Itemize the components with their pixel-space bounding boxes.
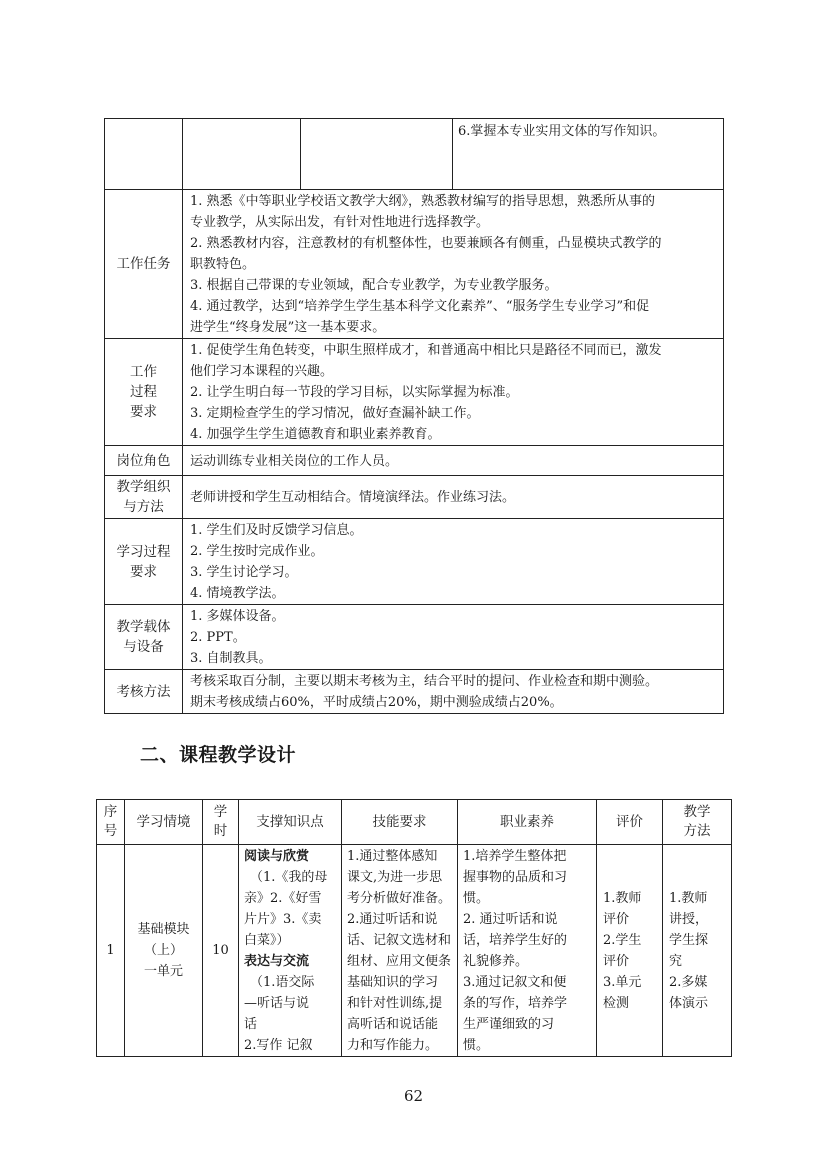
row-label: 考核方法 <box>105 670 183 714</box>
cell-line: 学生探 <box>669 932 709 948</box>
empty-cell <box>301 119 453 190</box>
cell-line: 高听话和说话能 <box>347 1017 439 1032</box>
row-content <box>183 339 724 446</box>
cell-line: —听话与说 <box>244 996 310 1011</box>
cell-line: 基础模块 <box>137 922 190 937</box>
header-text: 学 <box>213 804 228 820</box>
row-content <box>183 476 724 519</box>
row-label: 工作任务 <box>105 190 183 339</box>
label-line: 学习过程 <box>116 543 171 560</box>
cell-line: 2.写作 记叙 <box>244 1038 313 1053</box>
header-text: 时 <box>213 823 228 839</box>
seq-cell: 1 <box>97 845 125 1057</box>
cell-line: 3.通过记叙文和便 <box>463 975 567 990</box>
header-literacy: 职业素养 <box>458 800 597 845</box>
content-line: 考核采取百分制，主要以期末考核为主，结合平时的提问、作业检查和期中测验。 <box>190 674 659 689</box>
content-line: 3. 定期检查学生的学习情况，做好查漏补缺工作。 <box>190 406 480 421</box>
cell-line: 握事物的品质和习 <box>463 870 568 885</box>
cell-line: 话 <box>244 1017 258 1032</box>
label-line: 过程 <box>130 384 157 400</box>
header-text: 方法 <box>683 823 711 839</box>
content-line: 他们学习本课程的兴趣。 <box>190 364 334 379</box>
cell-line: 亲》2.《好雪 <box>244 891 322 906</box>
content-line: 1. 熟悉《中等职业学校语文教学大纲》，熟悉教材编写的指导思想，熟悉所从事的 <box>190 194 656 209</box>
row-content <box>183 190 724 339</box>
row-content <box>183 446 724 476</box>
cell-line: 一单元 <box>143 964 183 979</box>
label-line: 工作 <box>130 364 157 380</box>
row-content <box>183 605 724 670</box>
literacy-cell <box>458 845 597 1057</box>
content-line: 2. 学生按时完成作业。 <box>190 544 324 559</box>
cell-line: 评价 <box>603 911 630 927</box>
content-line: 专业教学，从实际出发，有针对性地进行选择教学。 <box>190 215 490 230</box>
header-hours <box>203 800 239 845</box>
cell-line: 1.培养学生整体把 <box>463 849 567 864</box>
cell-line: 礼貌修养。 <box>463 954 529 969</box>
content-line: 2. PPT。 <box>190 630 246 645</box>
knowledge-heading: 阅读与欣赏 <box>244 849 310 864</box>
cell-line: 组材、应用文便条 <box>347 954 452 969</box>
work-task-row <box>105 190 724 339</box>
row-content <box>183 670 724 714</box>
assessment-row <box>105 670 724 714</box>
situation-cell <box>125 845 203 1057</box>
cell-line: 考分析做好准备。 <box>347 891 452 906</box>
header-seq <box>97 800 125 845</box>
knowledge-heading: 表达与交流 <box>244 954 310 969</box>
cell-line: （1.语交际 <box>250 975 315 990</box>
method-cell <box>663 845 732 1057</box>
content-line: 期末考核成绩占60%，平时成绩占20%，期中测验成绩占20%。 <box>190 695 563 710</box>
header-text: 序 <box>103 804 118 820</box>
cell-line: 检测 <box>603 995 630 1011</box>
label-line: 教学载体 <box>116 619 171 635</box>
objectives-row <box>105 119 724 190</box>
row-label <box>105 339 183 446</box>
content-line: 2. 熟悉教材内容，注意教材的有机整体性，也要兼顾各有侧重，凸显模块式教学的 <box>190 236 662 251</box>
header-method <box>663 800 732 845</box>
cell-line: 课文,为进一步思 <box>347 870 443 885</box>
header-text: 教学 <box>683 804 711 820</box>
cell-line: 惯。 <box>463 891 490 906</box>
content-line: 2. 让学生明白每一节段的学习目标，以实际掌握为标准。 <box>190 385 519 400</box>
cell-line: 2.学生 <box>603 932 642 948</box>
cell-line: 话，培养学生好的 <box>463 933 568 948</box>
learning-process-row <box>105 519 724 605</box>
cell-line: 生严谨细致的习 <box>463 1017 555 1032</box>
row-content <box>183 519 724 605</box>
header-row <box>97 800 732 845</box>
row-label <box>105 605 183 670</box>
hours-cell: 10 <box>203 845 239 1057</box>
cell-line: 惯。 <box>463 1038 490 1053</box>
row-label <box>105 519 183 605</box>
empty-cell <box>105 119 183 190</box>
organization-row <box>105 476 724 519</box>
cell-line: 体演示 <box>669 995 709 1011</box>
header-text: 号 <box>103 823 118 839</box>
evaluation-cell <box>597 845 663 1057</box>
row-label: 岗位角色 <box>105 446 183 476</box>
skills-cell <box>342 845 458 1057</box>
content-line: 1. 多媒体设备。 <box>190 609 285 624</box>
cell-line: 2.通过听话和说 <box>347 912 438 927</box>
course-info-table <box>104 118 724 714</box>
content-line: 3. 学生讨论学习。 <box>190 565 298 580</box>
content-line: 1. 促使学生角色转变，中职生照样成才，和普通高中相比只是路径不同而已，激发 <box>190 343 662 358</box>
cell-line: 究 <box>669 953 683 969</box>
content-line: 4. 通过教学，达到“培养学生学生基本科学文化素养”、“服务学生专业学习”和促 <box>190 299 650 314</box>
cell-line: 和针对性训练,提 <box>347 996 443 1011</box>
content-line: 3. 自制教具。 <box>190 651 272 666</box>
content-line: 4. 情境教学法。 <box>190 586 285 601</box>
content-line: 老师讲授和学生互动相结合。情境演绎法。作业练习法。 <box>190 490 516 505</box>
knowledge-cell <box>239 845 342 1057</box>
cell-line: 话、记叙文选材和 <box>347 933 452 948</box>
table-row <box>97 845 732 1057</box>
cell-line: （1.《我的母 <box>250 870 328 885</box>
content-line: 进学生“终身发展”这一基本要求。 <box>190 320 386 335</box>
objective-text: 6.掌握本专业实用文体的写作知识。 <box>458 124 666 139</box>
cell-line: 力和写作能力。 <box>347 1038 439 1053</box>
cell-line: 3.单元 <box>603 974 642 990</box>
page-number: 62 <box>403 1087 424 1105</box>
header-skills: 技能要求 <box>342 800 458 845</box>
row-label <box>105 476 183 519</box>
cell-line: 白菜》） <box>244 933 290 948</box>
header-situation: 学习情境 <box>125 800 203 845</box>
cell-line: 1.教师 <box>603 890 642 906</box>
cell-line: 1.通过整体感知 <box>347 849 438 864</box>
content-line: 1. 学生们及时反馈学习信息。 <box>190 523 363 538</box>
cell-line: 2.多媒 <box>669 974 708 990</box>
cell-line: 讲授， <box>669 911 709 927</box>
header-knowledge: 支撑知识点 <box>239 800 342 845</box>
label-line: 与设备 <box>123 639 164 655</box>
work-process-row <box>105 339 724 446</box>
content-line: 3. 根据自己带课的专业领域，配合专业教学，为专业教学服务。 <box>190 278 558 293</box>
cell-line: 1.教师 <box>669 890 708 906</box>
content-line: 职教特色。 <box>190 257 256 272</box>
teaching-design-table <box>96 799 732 1057</box>
section-title: 二、课程教学设计 <box>140 744 297 766</box>
cell-line: （上） <box>143 943 183 958</box>
header-evaluation: 评价 <box>597 800 663 845</box>
label-line: 要求 <box>130 563 157 580</box>
cell-line: 条的写作，培养学 <box>463 996 568 1011</box>
label-line: 与方法 <box>123 499 164 515</box>
content-line: 运动训练专业相关岗位的工作人员。 <box>190 453 399 469</box>
objective-cell <box>453 119 724 190</box>
empty-cell <box>183 119 301 190</box>
cell-line: 片片》3.《卖 <box>244 912 322 927</box>
label-line: 教学组织 <box>116 479 171 495</box>
cell-line: 2. 通过听话和说 <box>463 912 558 927</box>
content-line: 4. 加强学生学生道德教育和职业素养教育。 <box>190 427 441 442</box>
cell-line: 评价 <box>603 953 630 969</box>
label-line: 要求 <box>130 404 157 420</box>
role-row <box>105 446 724 476</box>
cell-line: 基础知识的学习 <box>347 975 439 990</box>
equipment-row <box>105 605 724 670</box>
